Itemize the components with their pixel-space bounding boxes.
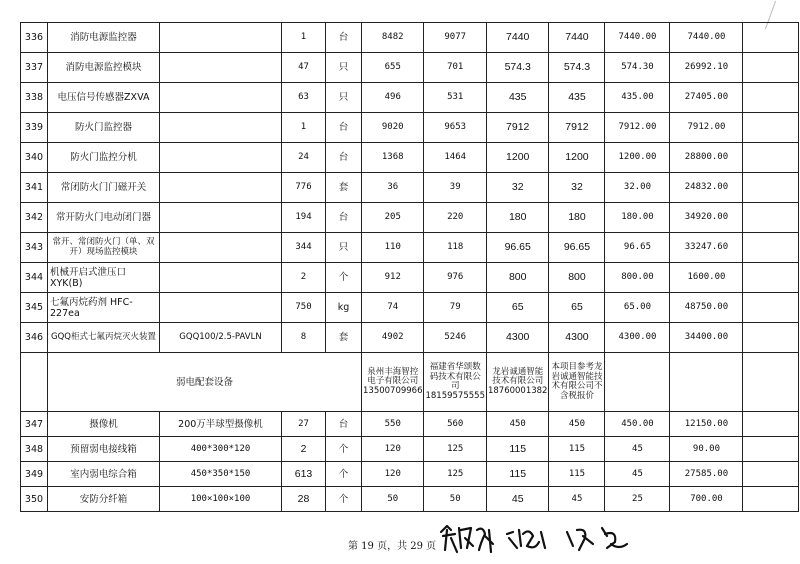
row-number: 337	[21, 53, 48, 83]
quote-price-3: 115	[486, 462, 548, 487]
quote-price-4: 115	[549, 462, 605, 487]
item-name: 常开防火门电动闭门器	[48, 203, 160, 233]
quote-price-4: 4300	[549, 323, 605, 353]
remark-cell	[743, 233, 799, 263]
item-spec	[160, 113, 282, 143]
table-row	[21, 53, 799, 83]
item-name: 电压信号传感器ZXVA	[48, 83, 160, 113]
quote-price-3: 1200	[486, 143, 548, 173]
quote-price-1: 9020	[362, 113, 424, 143]
price-table-wrapper	[20, 22, 799, 512]
quote-price-2: 976	[424, 263, 486, 293]
item-quantity: 194	[282, 203, 326, 233]
table-row	[21, 263, 799, 293]
remark-cell	[743, 83, 799, 113]
table-row	[21, 412, 799, 437]
quote-price-2: 118	[424, 233, 486, 263]
item-quantity: 63	[282, 83, 326, 113]
table-row	[21, 487, 799, 512]
item-name: 摄像机	[48, 412, 160, 437]
quote-price-4: 800	[549, 263, 605, 293]
unit-price: 7440.00	[605, 23, 670, 53]
item-unit: 套	[326, 173, 362, 203]
unit-price: 25	[605, 487, 670, 512]
quote-price-1: 550	[362, 412, 424, 437]
unit-price: 45	[605, 437, 670, 462]
unit-price: 180.00	[605, 203, 670, 233]
item-unit: 个	[326, 462, 362, 487]
unit-price: 96.65	[605, 233, 670, 263]
unit-price: 7912.00	[605, 113, 670, 143]
item-spec: 200万半球型摄像机	[160, 412, 282, 437]
item-quantity: 27	[282, 412, 326, 437]
quote-price-1: 120	[362, 437, 424, 462]
quote-price-2: 531	[424, 83, 486, 113]
item-name: 常开、常闭防火门（单、双开）现场监控模块	[48, 233, 160, 263]
item-unit: 个	[326, 437, 362, 462]
item-spec: 400*300*120	[160, 437, 282, 462]
item-spec	[160, 263, 282, 293]
unit-price: 45	[605, 462, 670, 487]
row-number: 339	[21, 113, 48, 143]
total-price: 27585.00	[670, 462, 743, 487]
item-quantity: 1	[282, 113, 326, 143]
quote-price-2: 5246	[424, 323, 486, 353]
item-name: 安防分纤箱	[48, 487, 160, 512]
row-number: 350	[21, 487, 48, 512]
item-spec	[160, 293, 282, 323]
quote-price-4: 32	[549, 173, 605, 203]
quote-price-2: 50	[424, 487, 486, 512]
remark-cell	[743, 23, 799, 53]
row-number: 342	[21, 203, 48, 233]
section-title: 弱电配套设备	[48, 353, 362, 412]
item-quantity: 2	[282, 263, 326, 293]
section-number-cell	[21, 353, 48, 412]
unit-price: 4300.00	[605, 323, 670, 353]
item-spec	[160, 173, 282, 203]
item-unit: 套	[326, 323, 362, 353]
quote-price-4: 450	[549, 412, 605, 437]
quote-price-2: 220	[424, 203, 486, 233]
item-name: 七氟丙烷药剂 HFC-227ea	[48, 293, 160, 323]
remark-cell	[743, 143, 799, 173]
table-row	[21, 143, 799, 173]
item-quantity: 776	[282, 173, 326, 203]
quote-price-4: 180	[549, 203, 605, 233]
item-unit: 个	[326, 487, 362, 512]
item-quantity: 8	[282, 323, 326, 353]
quote-price-1: 205	[362, 203, 424, 233]
item-name: 消防电源监控模块	[48, 53, 160, 83]
total-price: 33247.60	[670, 233, 743, 263]
total-price: 12150.00	[670, 412, 743, 437]
quote-price-1: 120	[362, 462, 424, 487]
price-table	[20, 22, 799, 512]
quote-price-4: 96.65	[549, 233, 605, 263]
item-quantity: 344	[282, 233, 326, 263]
item-spec	[160, 83, 282, 113]
total-price: 27405.00	[670, 83, 743, 113]
quote-price-3: 96.65	[486, 233, 548, 263]
quote-price-3: 7440	[486, 23, 548, 53]
item-quantity: 613	[282, 462, 326, 487]
item-spec: GQQ100/2.5-PAVLN	[160, 323, 282, 353]
vendor-1: 泉州丰海智控电子有限公司13500709966	[362, 353, 424, 412]
item-unit: kg	[326, 293, 362, 323]
quote-price-3: 180	[486, 203, 548, 233]
item-quantity: 2	[282, 437, 326, 462]
table-row	[21, 113, 799, 143]
vendor-3: 龙岩诚通智能技术有限公司18760001382	[486, 353, 548, 412]
total-price: 26992.10	[670, 53, 743, 83]
quote-price-1: 496	[362, 83, 424, 113]
total-price: 28800.00	[670, 143, 743, 173]
quote-price-3: 7912	[486, 113, 548, 143]
item-quantity: 47	[282, 53, 326, 83]
unit-price: 450.00	[605, 412, 670, 437]
row-number: 343	[21, 233, 48, 263]
vendor-4: 本项目参考龙岩诚通智能技术有限公司不含税报价	[549, 353, 605, 412]
row-number: 349	[21, 462, 48, 487]
unit-price: 1200.00	[605, 143, 670, 173]
total-price: 34400.00	[670, 323, 743, 353]
quote-price-3: 4300	[486, 323, 548, 353]
quote-price-2: 560	[424, 412, 486, 437]
item-spec	[160, 233, 282, 263]
item-unit: 只	[326, 233, 362, 263]
item-quantity: 28	[282, 487, 326, 512]
item-spec	[160, 143, 282, 173]
quote-price-4: 7440	[549, 23, 605, 53]
item-quantity: 24	[282, 143, 326, 173]
quote-price-1: 4902	[362, 323, 424, 353]
total-price: 34920.00	[670, 203, 743, 233]
quote-price-4: 574.3	[549, 53, 605, 83]
quote-price-1: 8482	[362, 23, 424, 53]
item-spec	[160, 203, 282, 233]
item-name: GQQ柜式七氟丙烷灭火装置	[48, 323, 160, 353]
remark-cell	[743, 203, 799, 233]
quote-price-3: 65	[486, 293, 548, 323]
remark-cell	[743, 412, 799, 437]
quote-price-1: 655	[362, 53, 424, 83]
total-price: 700.00	[670, 487, 743, 512]
quote-price-1: 36	[362, 173, 424, 203]
item-spec	[160, 23, 282, 53]
quote-price-2: 9653	[424, 113, 486, 143]
unit-price: 435.00	[605, 83, 670, 113]
item-name: 防火门监控器	[48, 113, 160, 143]
quote-price-1: 1368	[362, 143, 424, 173]
row-number: 338	[21, 83, 48, 113]
quote-price-3: 435	[486, 83, 548, 113]
item-unit: 个	[326, 263, 362, 293]
item-unit: 只	[326, 53, 362, 83]
remark-cell	[743, 437, 799, 462]
table-row	[21, 293, 799, 323]
remark-cell	[743, 263, 799, 293]
item-spec: 100×100×100	[160, 487, 282, 512]
unit-price: 65.00	[605, 293, 670, 323]
remark-cell	[743, 293, 799, 323]
table-row	[21, 83, 799, 113]
quote-price-4: 65	[549, 293, 605, 323]
total-price: 48750.00	[670, 293, 743, 323]
table-row	[21, 23, 799, 53]
quote-price-3: 32	[486, 173, 548, 203]
total-price: 24832.00	[670, 173, 743, 203]
handwritten-signature	[437, 522, 637, 556]
quote-price-3: 45	[486, 487, 548, 512]
quote-price-3: 800	[486, 263, 548, 293]
quote-price-3: 115	[486, 437, 548, 462]
unit-price: 574.30	[605, 53, 670, 83]
remark-cell	[743, 323, 799, 353]
vendor-2: 福建省华颂数码技术有限公司18159575555	[424, 353, 486, 412]
quote-price-2: 9077	[424, 23, 486, 53]
item-unit: 台	[326, 412, 362, 437]
item-spec	[160, 53, 282, 83]
quote-price-1: 50	[362, 487, 424, 512]
row-number: 344	[21, 263, 48, 293]
header-empty-cell	[605, 353, 670, 412]
quote-price-3: 450	[486, 412, 548, 437]
quote-price-2: 1464	[424, 143, 486, 173]
quote-price-4: 435	[549, 83, 605, 113]
header-empty-cell	[743, 353, 799, 412]
item-name: 常闭防火门门磁开关	[48, 173, 160, 203]
quote-price-2: 79	[424, 293, 486, 323]
item-unit: 台	[326, 113, 362, 143]
quote-price-2: 125	[424, 462, 486, 487]
row-number: 336	[21, 23, 48, 53]
row-number: 345	[21, 293, 48, 323]
total-price: 7440.00	[670, 23, 743, 53]
quote-price-3: 574.3	[486, 53, 548, 83]
table-row	[21, 323, 799, 353]
item-unit: 只	[326, 83, 362, 113]
quote-price-4: 45	[549, 487, 605, 512]
item-name: 防火门监控分机	[48, 143, 160, 173]
quote-price-1: 912	[362, 263, 424, 293]
quote-price-2: 125	[424, 437, 486, 462]
table-row	[21, 462, 799, 487]
table-row	[21, 203, 799, 233]
item-name: 预留弱电接线箱	[48, 437, 160, 462]
table-row	[21, 233, 799, 263]
table-row	[21, 437, 799, 462]
quote-price-1: 110	[362, 233, 424, 263]
page-number: 第 19 页，共 29 页	[348, 541, 437, 552]
total-price: 1600.00	[670, 263, 743, 293]
item-name: 消防电源监控器	[48, 23, 160, 53]
quote-price-1: 74	[362, 293, 424, 323]
row-number: 348	[21, 437, 48, 462]
section-header-row	[21, 353, 799, 412]
table-row	[21, 173, 799, 203]
remark-cell	[743, 173, 799, 203]
header-empty-cell	[670, 353, 743, 412]
quote-price-4: 115	[549, 437, 605, 462]
row-number: 347	[21, 412, 48, 437]
remark-cell	[743, 53, 799, 83]
row-number: 341	[21, 173, 48, 203]
item-unit: 台	[326, 143, 362, 173]
unit-price: 800.00	[605, 263, 670, 293]
remark-cell	[743, 113, 799, 143]
item-quantity: 750	[282, 293, 326, 323]
row-number: 340	[21, 143, 48, 173]
total-price: 90.00	[670, 437, 743, 462]
item-name: 机械开启式泄压口XYK(B)	[48, 263, 160, 293]
quote-price-4: 1200	[549, 143, 605, 173]
quote-price-4: 7912	[549, 113, 605, 143]
row-number: 346	[21, 323, 48, 353]
unit-price: 32.00	[605, 173, 670, 203]
remark-cell	[743, 487, 799, 512]
item-unit: 台	[326, 23, 362, 53]
quote-price-2: 39	[424, 173, 486, 203]
total-price: 7912.00	[670, 113, 743, 143]
item-name: 室内弱电综合箱	[48, 462, 160, 487]
remark-cell	[743, 462, 799, 487]
item-unit: 台	[326, 203, 362, 233]
item-spec: 450*350*150	[160, 462, 282, 487]
item-quantity: 1	[282, 23, 326, 53]
quote-price-2: 701	[424, 53, 486, 83]
